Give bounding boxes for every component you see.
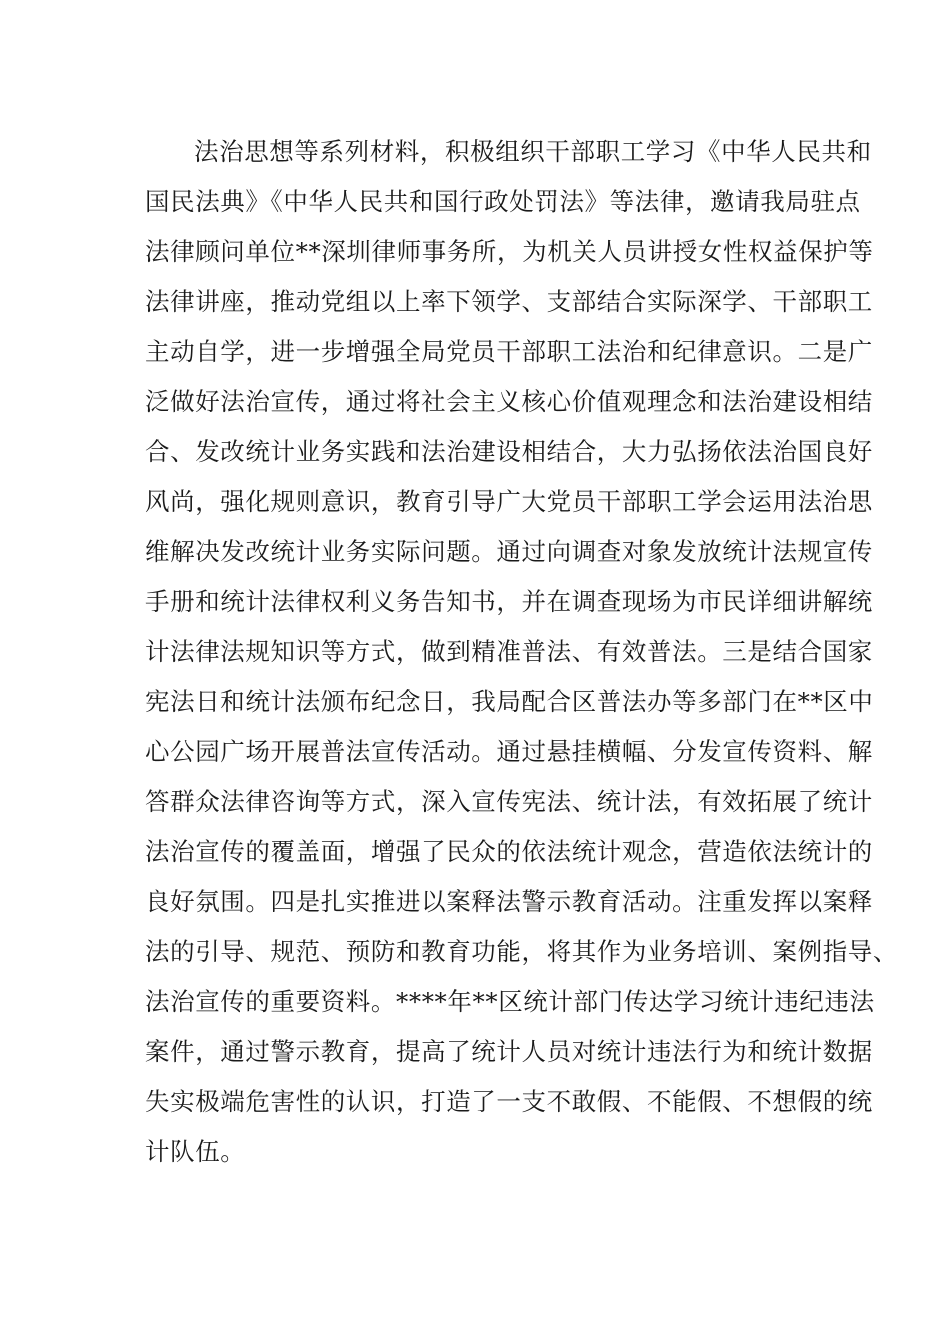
paragraph-line: 法治宣传的重要资料。****年**区统计部门传达学习统计违纪违法 — [145, 987, 875, 1016]
paragraph-line: 手册和统计法律权利义务告知书，并在调查现场为市民详细讲解统 — [145, 587, 873, 616]
paragraph-line: 答群众法律咨询等方式，深入宣传宪法、统计法，有效拓展了统计 — [145, 787, 873, 816]
paragraph-line: 主动自学，进一步增强全局党员干部职工法治和纪律意识。二是广 — [145, 337, 873, 366]
paragraph-line: 风尚，强化规则意识，教育引导广大党员干部职工学会运用法治思 — [145, 487, 873, 516]
paragraph-line: 泛做好法治宣传，通过将社会主义核心价值观理念和法治建设相结 — [145, 387, 873, 416]
paragraph-line: 宪法日和统计法颁布纪念日，我局配合区普法办等多部门在**区中 — [145, 687, 874, 716]
paragraph-line: 国民法典》《中华人民共和国行政处罚法》等法律，邀请我局驻点 — [145, 187, 861, 216]
paragraph-line: 心公园广场开展普法宣传活动。通过悬挂横幅、分发宣传资料、解 — [145, 737, 873, 766]
paragraph-line: 良好氛围。四是扎实推进以案释法警示教育活动。注重发挥以案释 — [145, 887, 873, 916]
paragraph-line: 法的引导、规范、预防和教育功能，将其作为业务培训、案例指导、 — [145, 937, 898, 966]
paragraph-line: 案件，通过警示教育，提高了统计人员对统计违法行为和统计数据 — [145, 1037, 873, 1066]
paragraph-line: 法治思想等系列材料，积极组织干部职工学习《中华人民共和 — [194, 137, 872, 166]
paragraph-line: 法律顾问单位**深圳律师事务所，为机关人员讲授女性权益保护等 — [145, 237, 874, 266]
paragraph-line: 合、发改统计业务实践和法治建设相结合，大力弘扬依法治国良好 — [145, 437, 873, 466]
paragraph-line: 法律讲座，推动党组以上率下领学、支部结合实际深学、干部职工 — [145, 287, 873, 316]
paragraph-line: 法治宣传的覆盖面，增强了民众的依法统计观念，营造依法统计的 — [145, 837, 873, 866]
paragraph-line: 维解决发改统计业务实际问题。通过向调查对象发放统计法规宣传 — [145, 537, 873, 566]
paragraph-line: 计法律法规知识等方式，做到精准普法、有效普法。三是结合国家 — [145, 637, 873, 666]
paragraph-line: 计队伍。 — [145, 1137, 246, 1166]
paragraph-line: 失实极端危害性的认识，打造了一支不敢假、不能假、不想假的统 — [145, 1087, 873, 1116]
